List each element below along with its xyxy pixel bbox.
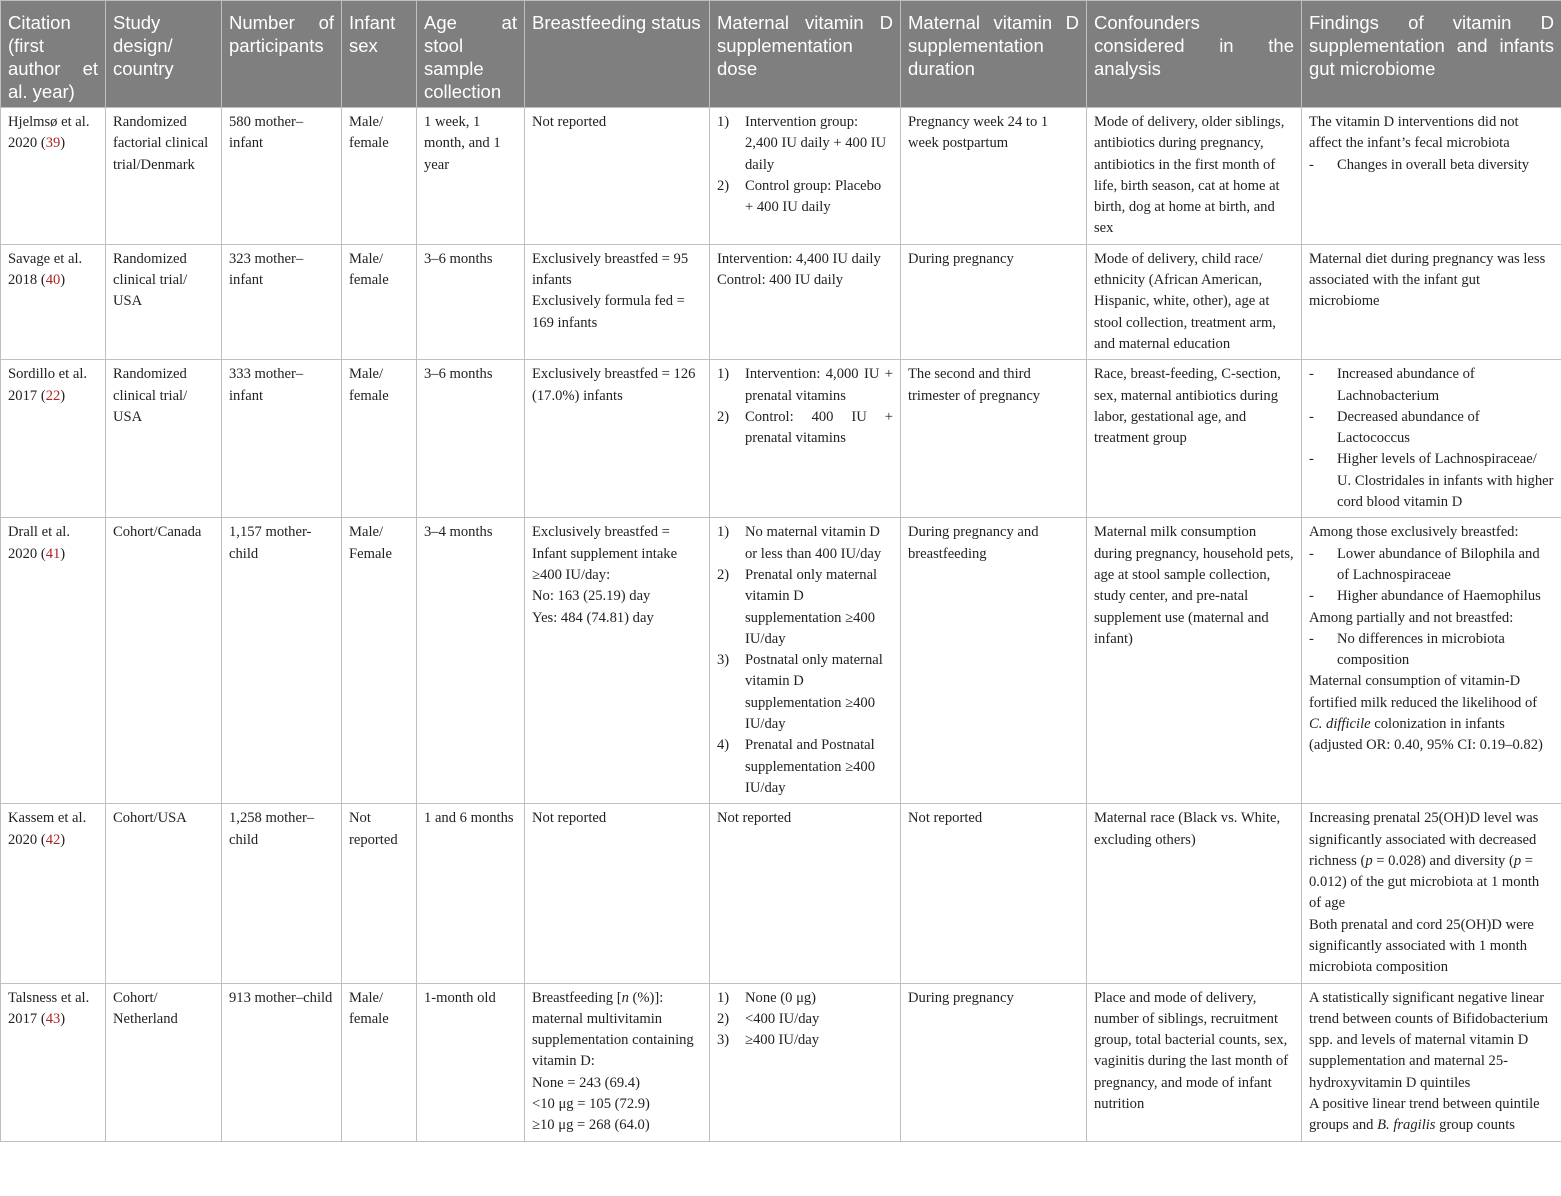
dose-item — [717, 1009, 893, 1030]
table-row — [1, 360, 1561, 518]
dose-marker: 4) — [717, 737, 730, 754]
cell-breastfeeding — [525, 360, 710, 518]
dose-text: Intervention: 4,000 IU + prenatal vitamins — [745, 366, 893, 404]
dose-text: Prenatal and Postnatal supplementation ≥400 IU/day — [745, 737, 876, 796]
bullet-dash: - — [1309, 156, 1314, 173]
bullet-dash: - — [1309, 408, 1314, 425]
cell-confounders: Maternal milk consumption during pregnancy, household pets, age at stool sample collection, study center, and pre-natal supplement use (maternal and infant) — [1087, 518, 1302, 804]
bullet-dash: - — [1309, 630, 1314, 647]
cell-citation — [1, 983, 106, 1141]
header-citation: Citation (first author et al. year) — [1, 1, 106, 108]
breastfeeding-line — [532, 988, 702, 1073]
cell-age: 3–4 months — [417, 518, 525, 804]
breastfeeding-line: Exclusively formula fed = 169 infants — [532, 293, 685, 331]
citation-close: ) — [60, 831, 66, 848]
findings-paragraph: Among those exclusively breastfed: — [1309, 524, 1519, 541]
dose-item — [717, 112, 893, 176]
findings-text: = 0.012) of the gut microbiota at 1 month of age — [1309, 852, 1540, 912]
dose-marker: 2) — [717, 177, 730, 194]
table-row — [1, 108, 1561, 245]
cell-participants: 323 mother–infant — [222, 244, 342, 359]
header-breastfeeding: Breastfeeding status — [525, 1, 710, 108]
dose-item — [717, 988, 893, 1009]
cell-citation — [1, 244, 106, 359]
cell-age: 1 and 6 months — [417, 804, 525, 983]
bullet-text: Higher abundance of Haemophilus — [1337, 588, 1541, 605]
breastfeeding-line: Exclusively breastfed = Infant supplement intake ≥400 IU/day: — [532, 524, 678, 583]
cell-findings — [1302, 983, 1561, 1141]
cell-sex: Male/ female — [342, 983, 417, 1141]
cell-duration: Pregnancy week 24 to 1 week postpartum — [901, 108, 1087, 245]
n-symbol: n — [621, 989, 629, 1006]
dose-marker: 2) — [717, 1010, 730, 1027]
cell-confounders: Mode of delivery, child race/ ethnicity (African American, Hispanic, white, other), age at stool collection, treatment arm, and maternal education — [1087, 244, 1302, 359]
cell-findings — [1302, 360, 1561, 518]
cell-sex: Male/ female — [342, 244, 417, 359]
cell-participants: 580 mother–infant — [222, 108, 342, 245]
cell-dose — [710, 804, 901, 983]
bullet-dash: - — [1309, 545, 1314, 562]
cell-sex: Male/ Female — [342, 518, 417, 804]
bullet-dash: - — [1309, 366, 1314, 383]
citation-close: ) — [60, 135, 66, 152]
table-row — [1, 983, 1561, 1141]
citation-close: ) — [60, 272, 66, 289]
findings-paragraph — [1309, 808, 1554, 914]
dose-text: None (0 μg) — [745, 989, 817, 1006]
cell-duration: The second and third trimester of pregnancy — [901, 360, 1087, 518]
dose-marker: 1) — [717, 524, 730, 541]
cell-findings — [1302, 108, 1561, 245]
findings-text: group counts — [1435, 1117, 1515, 1134]
bullet-text: Decreased abundance of Lactococcus — [1337, 408, 1480, 447]
header-row — [1, 1, 1561, 108]
dose-item — [717, 407, 893, 450]
dose-text: No maternal vitamin D or less than 400 IU/day — [745, 524, 882, 562]
breastfeeding-line: None = 243 (69.4) — [532, 1074, 640, 1091]
findings-text: = 0.028) and diversity ( — [1372, 852, 1514, 869]
findings-bullet — [1309, 586, 1554, 607]
cell-design: Cohort/USA — [106, 804, 222, 983]
cell-participants: 1,157 mother-child — [222, 518, 342, 804]
findings-paragraph: Among partially and not breastfed: — [1309, 609, 1514, 626]
cell-breastfeeding — [525, 244, 710, 359]
cell-duration: During pregnancy and breastfeeding — [901, 518, 1087, 804]
bullet-text: Lower abundance of Bilophila and of Lachnospiraceae — [1337, 545, 1540, 583]
dose-line: Intervention: 4,400 IU daily — [717, 250, 881, 267]
cell-sex: Not reported — [342, 804, 417, 983]
findings-paragraph — [1309, 671, 1554, 756]
cell-citation — [1, 108, 106, 245]
breastfeeding-line: Yes: 484 (74.81) day — [532, 609, 654, 626]
header-infant-sex: Infant sex — [342, 1, 417, 108]
dose-item — [717, 364, 893, 407]
bullet-text: Higher levels of Lachnospiraceae/ U. Clostridales in infants with higher cord blood vitamin D — [1337, 451, 1554, 511]
cell-citation — [1, 360, 106, 518]
table-row — [1, 244, 1561, 359]
cell-participants: 913 mother–child — [222, 983, 342, 1141]
dose-marker: 3) — [717, 652, 730, 669]
reference-link[interactable]: 22 — [45, 387, 61, 404]
findings-paragraph: A statistically significant negative linear trend between counts of Bifidobacterium spp. and levels of maternal vitamin D supplementation and maternal 25-hydroxyvitamin D quintiles — [1309, 989, 1549, 1091]
dose-marker: 2) — [717, 566, 730, 583]
dose-item — [717, 522, 893, 565]
citation-close: ) — [60, 545, 66, 562]
dose-marker: 1) — [717, 114, 730, 130]
table-row — [1, 804, 1561, 983]
findings-bullet — [1309, 449, 1554, 513]
cell-confounders: Race, breast-feeding, C-section, sex, maternal antibiotics during labor, gestational age, and treatment group — [1087, 360, 1302, 518]
cell-dose — [710, 360, 901, 518]
findings-bullet — [1309, 155, 1554, 176]
cell-confounders: Mode of delivery, older siblings, antibiotics during pregnancy, antibiotics in the first month of life, birth season, cat at home at birth, dog at home at birth, and sex — [1087, 108, 1302, 245]
findings-paragraph: The vitamin D interventions did not affect the infant’s fecal microbiota — [1309, 114, 1519, 152]
findings-bullet — [1309, 629, 1554, 672]
cell-dose — [710, 108, 901, 245]
findings-paragraph — [1309, 1094, 1554, 1137]
dose-item — [717, 176, 893, 219]
citation-text: Hjelmsø et al. 2020 ( — [8, 114, 90, 152]
table-row — [1, 518, 1561, 804]
findings-paragraph: Both prenatal and cord 25(OH)D were significantly associated with 1 month microbiota composition — [1309, 916, 1534, 976]
reference-link[interactable]: 43 — [45, 1010, 61, 1027]
breastfeeding-line: Not reported — [532, 114, 607, 130]
cell-age: 1-month old — [417, 983, 525, 1141]
breastfeeding-line: Exclusively breastfed = 126 (17.0%) infants — [532, 366, 696, 404]
findings-text: A positive linear trend between quintile groups and — [1309, 1096, 1540, 1134]
dose-item — [717, 650, 893, 735]
cell-duration: During pregnancy — [901, 983, 1087, 1141]
species-name: C. difficile — [1309, 716, 1371, 733]
findings-bullet — [1309, 364, 1554, 407]
cell-design: Cohort/Canada — [106, 518, 222, 804]
header-dose: Maternal vitamin D supplementation dose — [710, 1, 901, 108]
findings-text: Increasing prenatal 25(OH)D level was significantly associated with decreased richness ( — [1309, 810, 1539, 869]
bullet-dash: - — [1309, 451, 1314, 468]
bullet-text: No differences in microbiota composition — [1337, 630, 1505, 669]
cell-breastfeeding — [525, 804, 710, 983]
cell-age: 3–6 months — [417, 244, 525, 359]
dose-marker: 1) — [717, 989, 730, 1006]
findings-bullet — [1309, 544, 1554, 587]
citation-text: Sordillo et al. 2017 ( — [8, 366, 88, 404]
header-duration: Maternal vitamin D supplementation duration — [901, 1, 1087, 108]
header-study-design: Study design/ country — [106, 1, 222, 108]
cell-citation — [1, 518, 106, 804]
dose-text: <400 IU/day — [745, 1010, 820, 1027]
dose-marker: 1) — [717, 366, 730, 383]
cell-findings — [1302, 518, 1561, 804]
reference-link[interactable]: 40 — [45, 272, 61, 289]
cell-confounders: Maternal race (Black vs. White, excluding others) — [1087, 804, 1302, 983]
dose-text: Prenatal only maternal vitamin D supplementation ≥400 IU/day — [745, 566, 878, 647]
header-findings: Findings of vitamin D supplementation and infants gut microbiome — [1302, 1, 1561, 108]
reference-link[interactable]: 41 — [45, 545, 61, 562]
cell-dose — [710, 983, 901, 1141]
dose-line: Control: 400 IU daily — [717, 272, 844, 289]
dose-line: Not reported — [717, 810, 792, 827]
dose-text: Control group: Placebo + 400 IU daily — [745, 177, 882, 216]
header-age: Age at stool sample collection — [417, 1, 525, 108]
dose-marker: 3) — [717, 1032, 730, 1049]
cell-duration: During pregnancy — [901, 244, 1087, 359]
citation-text: Drall et al. 2020 ( — [8, 524, 70, 562]
cell-sex: Male/ female — [342, 108, 417, 245]
cell-design: Randomized factorial clinical trial/Denmark — [106, 108, 222, 245]
citation-close: ) — [60, 1010, 66, 1027]
p-value-symbol: p — [1365, 852, 1373, 869]
breastfeeding-text: (%)]: maternal multivitamin supplementation containing vitamin D: — [532, 989, 694, 1070]
header-participants: Number of participants — [222, 1, 342, 108]
dose-text: Control: 400 IU + prenatal vitamins — [745, 408, 893, 447]
cell-sex: Male/ female — [342, 360, 417, 518]
p-value-symbol: p — [1513, 852, 1522, 869]
breastfeeding-text: Breastfeeding [ — [532, 989, 622, 1006]
dose-text: Intervention group: 2,400 IU daily + 400 IU daily — [745, 114, 887, 173]
bullet-text: Increased abundance of Lachnobacterium — [1337, 366, 1475, 404]
dose-text: ≥400 IU/day — [745, 1032, 820, 1049]
citation-text: Kassem et al. 2020 ( — [8, 810, 87, 848]
header-confounders: Confounders considered in the analysis — [1087, 1, 1302, 108]
cell-design: Randomized clinical trial/ USA — [106, 244, 222, 359]
cell-dose — [710, 518, 901, 804]
dose-item — [717, 735, 893, 799]
cell-age: 3–6 months — [417, 360, 525, 518]
cell-findings — [1302, 244, 1561, 359]
reference-link[interactable]: 39 — [45, 135, 61, 152]
findings-text: Maternal consumption of vitamin-D fortified milk reduced the likelihood of — [1309, 673, 1538, 711]
breastfeeding-line: ≥10 μg = 268 (64.0) — [532, 1117, 650, 1134]
citation-close: ) — [60, 387, 66, 404]
breastfeeding-line: Not reported — [532, 810, 607, 827]
breastfeeding-line: No: 163 (25.19) day — [532, 588, 651, 605]
cell-breastfeeding — [525, 108, 710, 245]
citation-text: Savage et al. 2018 ( — [8, 250, 83, 289]
cell-design: Randomized clinical trial/ USA — [106, 360, 222, 518]
bullet-dash: - — [1309, 588, 1314, 605]
findings-text: colonization in infants (adjusted OR: 0.40, 95% CI: 0.19–0.82) — [1309, 716, 1543, 754]
cell-breastfeeding — [525, 518, 710, 804]
dose-item — [717, 565, 893, 650]
cell-confounders: Place and mode of delivery, number of siblings, recruitment group, total bacterial counts, sex, vaginitis during the last month of pregnancy, and mode of infant nutrition — [1087, 983, 1302, 1141]
breastfeeding-line: Exclusively breastfed = 95 infants — [532, 250, 689, 289]
cell-participants: 1,258 mother–child — [222, 804, 342, 983]
cell-findings — [1302, 804, 1561, 983]
citation-text: Talsness et al. 2017 ( — [8, 989, 90, 1027]
dose-item — [717, 1030, 893, 1051]
cell-age: 1 week, 1 month, and 1 year — [417, 108, 525, 245]
dose-marker: 2) — [717, 408, 730, 425]
cell-breastfeeding — [525, 983, 710, 1141]
cell-design: Cohort/ Netherland — [106, 983, 222, 1141]
cell-citation — [1, 804, 106, 983]
bullet-text: Changes in overall beta diversity — [1337, 156, 1530, 173]
reference-link[interactable]: 42 — [45, 831, 61, 848]
cell-participants: 333 mother–infant — [222, 360, 342, 518]
findings-bullet — [1309, 407, 1554, 450]
findings-paragraph: Maternal diet during pregnancy was less associated with the infant gut microbiome — [1309, 250, 1546, 310]
species-name: B. fragilis — [1377, 1117, 1436, 1134]
cell-duration: Not reported — [901, 804, 1087, 983]
cell-dose — [710, 244, 901, 359]
breastfeeding-line: <10 μg = 105 (72.9) — [532, 1096, 650, 1113]
dose-text: Postnatal only maternal vitamin D supplementation ≥400 IU/day — [745, 652, 883, 733]
